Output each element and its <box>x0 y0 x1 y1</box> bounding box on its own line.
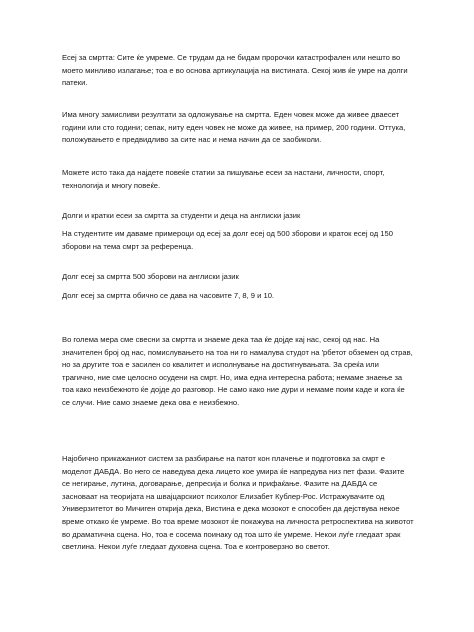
section-heading-long-essay: Долг есеј за смртта 500 зборови на англиски јазик <box>62 272 239 281</box>
section-heading-essays: Долги и кратки есеи за смртта за студенти и деца на англиски јазик <box>62 211 301 220</box>
paragraph-awareness: Во голема мера сме свесни за смртта и знаеме дека таа ќе дојде кај нас, секој од нас. На значителен број од нас, помислувањето на тоа ни го намалува студот на 'рбетот обземен од страв, но за другите тоа е засилен со квалитет и исполнување на достигнувањата. За среќа или трагично, ние сме целосно осудени на смрт. Но, има една интересна работа; немаме знаење за тоа како неизбежното ќе дојде до разговор. Не само како ние дури и немаме поим каде и кога ќе се случи. Ние само знаеме дека ова е неизбежно. <box>62 335 413 407</box>
paragraph-more-articles: Можете исто така да најдете повеќе статии за пишување есеи за настани, личности, спорт, технологија и многу повеќе. <box>62 168 385 190</box>
paragraph-samples: На студентите им даваме примероци од есеј за долг есеј од 500 зборови и краток есеј од 150 зборови на тема смрт за референца. <box>62 229 393 251</box>
paragraph-results: Има многу замисливи резултати за одложување на смртта. Еден човек може да живее дваесет години или сто години; сепак, ниту еден човек не може да живее, на пример, 200 години. Оттука, положувањето е предвидливо за сите нас и нема начин да се заобиколи. <box>62 110 406 145</box>
paragraph-dabda: Најобично прикажаниот систем за разбирање на патот кон плачење и подготовка за смрт е моделот ДАБДА. Во него се наведува дека лицето кое умира ќе напредува низ пет фази. Фазите се негирање, лутина, договарање, депресија и болка и прифаќање. Фазите на ДАБДА се засноваат на теоријата на швајцарскиот психолог Елизабет Кублер-Рос. Истражувачите од Универзитетот во Мичиген открија дека, Вистина е дека мозокот е способен да дејствува некое време откако ќе умреме. Во тоа време мозокот ќе покажува на личноста ретроспектива на животот во драматична сцена. Но, тоа е сосема поинаку од тоа што ќе умреме. Некои луѓе гледаат зрак светлина. Некои луѓе гледаат духовна сцена. Тоа е контроверзно во светот. <box>62 454 414 552</box>
paragraph-intro: Есеј за смртта: Сите ќе умреме. Се трудам да не бидам пророчки катастрофален или нешто во моето минливо излагање; тоа е во основа артикулација на вистината. Секој жив ќе умре на долги патеки. <box>62 53 408 88</box>
paragraph-grades: Долг есеј за смртта обично се дава на часовите 7, 8, 9 и 10. <box>62 291 275 300</box>
